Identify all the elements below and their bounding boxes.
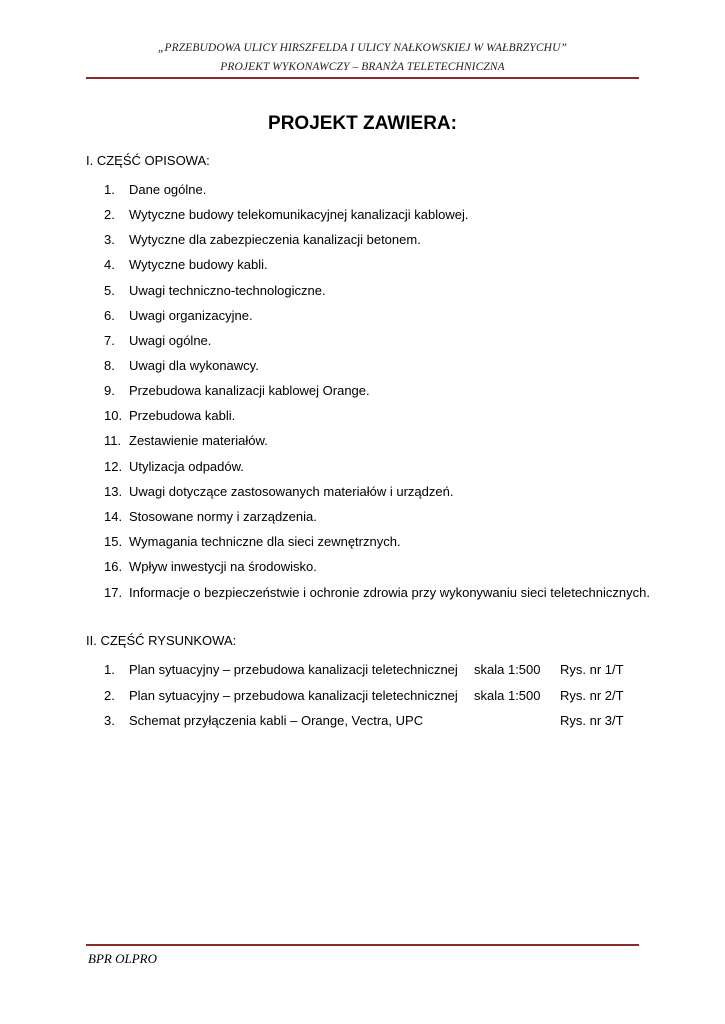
list-item-text: Uwagi dotyczące zastosowanych materiałów i urządzeń. — [129, 484, 454, 499]
list-item-text: Dane ogólne. — [129, 182, 207, 197]
list-item-text: Wpływ inwestycji na środowisko. — [129, 559, 317, 574]
list-item-text: Uwagi ogólne. — [129, 333, 212, 348]
list-item-number: 5. — [104, 283, 115, 298]
list-item-number: 13. — [104, 484, 123, 499]
list-item-text: Zestawienie materiałów. — [129, 433, 268, 448]
header-rule — [86, 77, 639, 79]
footer-rule — [86, 944, 639, 946]
list-item-number: 9. — [104, 383, 115, 398]
page-title: PROJEKT ZAWIERA: — [268, 113, 457, 134]
header-line-1: „PRZEBUDOWA ULICY HIRSZFELDA I ULICY NAŁKOWSKIEJ W WAŁBRZYCHU” — [158, 42, 567, 54]
list-item-text: Informacje o bezpieczeństwie i ochronie zdrowia przy wykonywaniu sieci teletechnicznych. — [129, 585, 650, 600]
list-item-text: Uwagi techniczno-technologiczne. — [129, 283, 326, 298]
part2-heading: II. CZĘŚĆ RYSUNKOWA: — [86, 633, 237, 648]
list-item-text: Wytyczne budowy telekomunikacyjnej kanalizacji kablowej. — [129, 207, 469, 222]
list-item-text: Wymagania techniczne dla sieci zewnętrznych. — [129, 534, 401, 549]
list-item-number: 10. — [104, 408, 123, 423]
list-item-text: Wytyczne dla zabezpieczenia kanalizacji betonem. — [129, 232, 421, 247]
list-item-text: Stosowane normy i zarządzenia. — [129, 509, 317, 524]
list-item-number: 16. — [104, 559, 123, 574]
drawing-scale: skala 1:500 — [474, 688, 541, 703]
list-item-number: 11. — [104, 433, 122, 448]
drawing-number: 3. — [104, 713, 115, 728]
footer-text: BPR OLPRO — [88, 951, 157, 966]
drawing-number: 1. — [104, 662, 115, 677]
part1-heading: I. CZĘŚĆ OPISOWA: — [86, 153, 210, 168]
drawing-title: Plan sytuacyjny – przebudowa kanalizacji teletechnicznej — [129, 662, 458, 677]
drawing-ref: Rys. nr 3/T — [560, 713, 624, 728]
list-item-number: 15. — [104, 534, 123, 549]
list-item-text: Wytyczne budowy kabli. — [129, 257, 268, 272]
drawing-scale: skala 1:500 — [474, 662, 541, 677]
list-item-number: 6. — [104, 308, 115, 323]
list-item-number: 1. — [104, 182, 115, 197]
list-item-text: Przebudowa kabli. — [129, 408, 236, 423]
list-item-text: Uwagi organizacyjne. — [129, 308, 253, 323]
drawing-title: Schemat przyłączenia kabli – Orange, Vectra, UPC — [129, 713, 424, 728]
list-item-number: 2. — [104, 207, 115, 222]
list-item-number: 8. — [104, 358, 115, 373]
drawing-number: 2. — [104, 688, 115, 703]
drawing-title: Plan sytuacyjny – przebudowa kanalizacji teletechnicznej — [129, 688, 458, 703]
list-item-text: Uwagi dla wykonawcy. — [129, 358, 259, 373]
list-item-number: 7. — [104, 333, 115, 348]
list-item-number: 14. — [104, 509, 123, 524]
drawing-ref: Rys. nr 2/T — [560, 688, 624, 703]
drawing-ref: Rys. nr 1/T — [560, 662, 624, 677]
list-item-text: Utylizacja odpadów. — [129, 459, 244, 474]
list-item-number: 4. — [104, 257, 115, 272]
list-item-number: 12. — [104, 459, 123, 474]
list-item-text: Przebudowa kanalizacji kablowej Orange. — [129, 383, 370, 398]
list-item-number: 3. — [104, 232, 115, 247]
header-line-2: PROJEKT WYKONAWCZY – BRANŻA TELETECHNICZNA — [220, 61, 505, 73]
list-item-number: 17. — [104, 585, 123, 600]
